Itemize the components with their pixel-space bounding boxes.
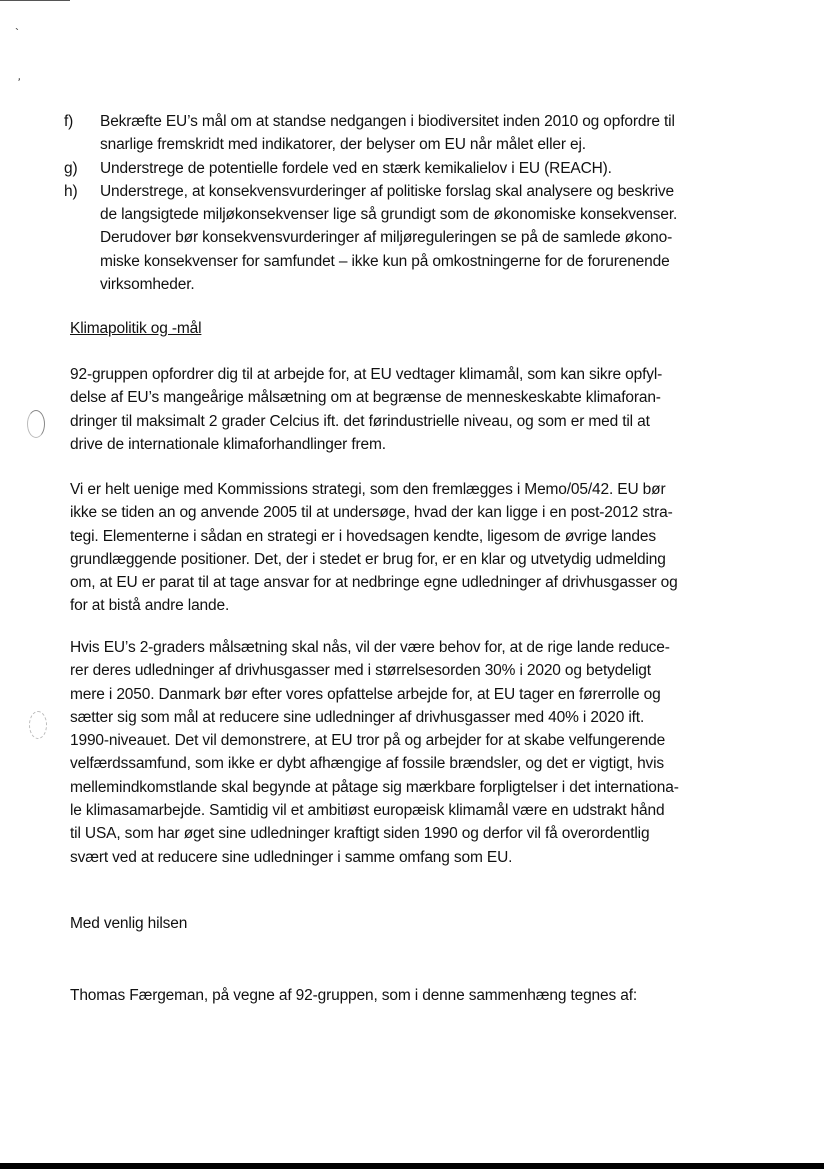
signature-block [70,984,750,1007]
paragraph-line: drive de internationale klimaforhandlinger frem. [70,435,386,453]
scan-edge-line [0,0,70,1]
paragraph-line: ikke se tiden an og anvende 2005 til at undersøge, hvad der kan ligge i en post-2012 stra- [70,504,673,522]
closing-block [70,912,750,935]
paragraph-line: velfærdssamfund, som ikke er dybt afhængige af fossile brændsler, og det er vigtigt, hvis [70,755,665,773]
paragraph-line: Hvis EU’s 2-graders målsætning skal nås, vil der være behov for, at de rige lande reduce- [70,639,670,656]
list-item-line: Understrege, at konsekvensvurderinger af politiske forslag skal analysere og beskrive [100,182,674,200]
paragraph-line: mellemindkomstlande skal begynde at påtage sig mærkbare forpligtelser i det internationa- [70,778,679,796]
list-item [64,157,750,180]
paragraph-line: om, at EU er parat til at tage ansvar for at nedbringe egne udledninger af drivhusgasser og [70,574,678,592]
list-item [64,110,750,157]
list-item-line: de langsigtede miljøkonsekvenser lige så grundigt som de økonomiske konsekvenser. [100,206,678,224]
scan-speck: ʼ [17,76,20,90]
list-block [64,110,750,296]
paragraph [70,363,750,456]
list-item-line: miske konsekvenser for samfundet – ikke kun på omkostningerne for de forurenende [100,252,670,270]
paragraph-line: tegi. Elementerne i sådan en strategi er i hovedsagen kendte, ligesom de øvrige landes [70,527,656,545]
list-marker: h) [64,182,78,200]
paragraph-line: dringer til maksimalt 2 grader Celcius ift. det førindustrielle niveau, og som er med til at [70,412,650,430]
list-item-line: snarlige fremskridt med indikatorer, der belyser om EU når målet eller ej. [100,136,586,154]
paragraph-line: rer deres udledninger af drivhusgasser med i størrelsesorden 30% i 2020 og betydeligt [70,662,651,680]
list-item-line: Derudover bør konsekvensvurderinger af miljøreguleringen se på de samlede økono- [100,229,673,247]
signature-line: Thomas Færgeman, på vegne af 92-gruppen, som i denne sammenhæng tegnes af: [70,987,638,1004]
list-item-line: virksomheder. [100,276,195,294]
paragraph-line: grundlæggende positioner. Det, der i stedet er brug for, er en klar og utvetydig udmelding [70,550,666,568]
paragraph-line: 92-gruppen opfordrer dig til at arbejde for, at EU vedtager klimamål, som kan sikre opfyl- [70,366,663,383]
section-heading: Klimapolitik og -mål [70,320,202,337]
paragraph [70,636,750,869]
list-item [64,180,750,296]
list-marker: f) [64,113,74,130]
paragraph-line: Vi er helt uenige med Kommissions strategi, som den fremlægges i Memo/05/42. EU bør [70,481,666,498]
list-item-line: Understrege de potentielle fordele ved en stærk kemikalielov i EU (REACH). [100,159,612,177]
paragraph [70,478,750,618]
paragraph-line: til USA, som har øget sine udledninger kraftigt siden 1990 og derfor vil få overordentlig [70,825,650,843]
punch-hole-mark [29,711,47,739]
paragraph-line: for at bistå andre lande. [70,597,230,615]
punch-hole-mark [27,410,45,438]
section-heading-block [70,317,750,340]
paragraph-line: 1990-niveauet. Det vil demonstrere, at EU tror på og arbejder for at skabe velfungerende [70,732,666,750]
scan-bottom-edge [0,1163,824,1169]
paragraph-line: le klimasamarbejde. Samtidig vil et ambitiøst europæisk klimamål være en udstrakt hånd [70,802,665,820]
paragraph-line: mere i 2050. Danmark bør efter vores opfattelse arbejde for, at EU tager en førerrolle og [70,685,661,703]
list-item-line: Bekræfte EU’s mål om at standse nedgangen i biodiversitet inden 2010 og opfordre til [100,113,675,130]
scan-speck: ` [15,26,19,40]
paragraph-line: delse af EU’s mangeårige målsætning om at begrænse de menneskeskabte klimaforan- [70,389,661,407]
closing-text: Med venlig hilsen [70,915,188,932]
list-marker: g) [64,159,78,177]
paragraph-line: sætter sig som mål at reducere sine udledninger af drivhusgasser med 40% i 2020 ift. [70,708,645,726]
paragraph-line: svært ved at reducere sine udledninger i samme omfang som EU. [70,848,513,866]
